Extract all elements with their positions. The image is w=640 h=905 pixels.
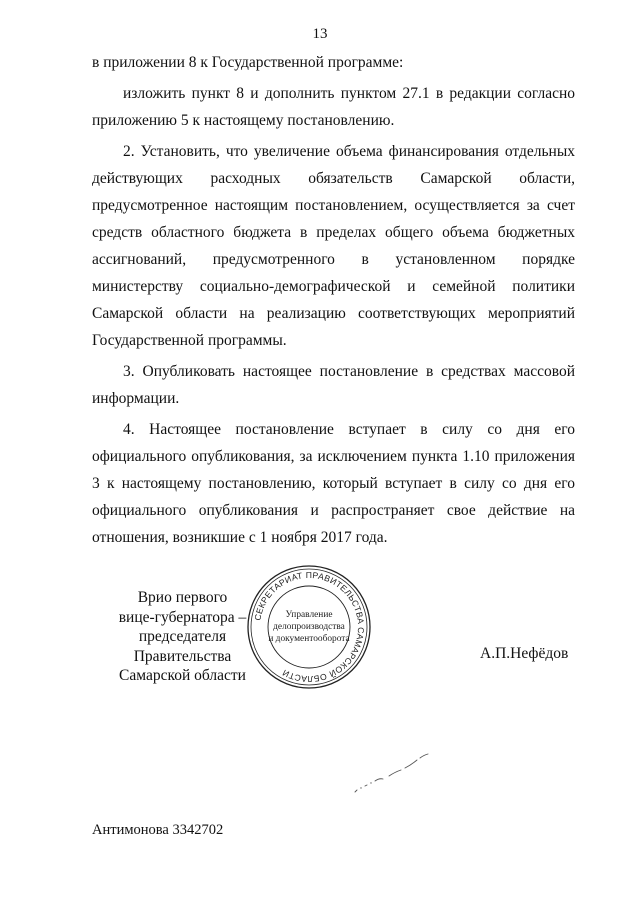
paragraph-item-amend: изложить пункт 8 и дополнить пунктом 27.1 в редакции согласно приложению 5 к настоящему постановлению. bbox=[92, 85, 575, 129]
signatory-title-line: председателя Правительства bbox=[133, 628, 232, 665]
seal-outer-text: СЕКРЕТАРИАТ ПРАВИТЕЛЬСТВА САМАРСКОЙ ОБЛАСТИ bbox=[252, 569, 367, 685]
executor-contact: Антимонова 3342702 bbox=[92, 822, 224, 838]
signatory-title bbox=[100, 588, 265, 686]
signer-name: А.П.Нефёдов bbox=[480, 645, 569, 662]
seal-inner-line: Управление bbox=[285, 610, 333, 620]
official-seal bbox=[245, 563, 373, 691]
seal-inner-line: делопроизводства bbox=[273, 622, 345, 632]
signatory-title-line: Самарской области bbox=[119, 667, 246, 684]
signatory-title-line: Врио первого bbox=[137, 589, 228, 606]
paragraph-4: 4. Настоящее постановление вступает в силу со дня его официального опубликования, за исключением пункта 1.10 приложения 3 к настоящему постановлению, который вступает в силу со дня его официального опубликования и распространяет свое действие на отношения, возникшие с 1 ноября 2017 года. bbox=[92, 421, 575, 546]
paragraph-2: 2. Установить, что увеличение объема финансирования отдельных действующих расходных обязательств Самарской области, предусмотренное настоящим постановлением, осуществляется за счет средств областного бюджета в пределах общего объема бюджетных ассигнований, предусмотренного в установленном порядке министерству социально-демографической и семейной политики Самарской области на реализацию соответствующих мероприятий Государственной программы. bbox=[92, 143, 575, 349]
page-number: 13 bbox=[312, 26, 328, 42]
signatory-title-line: вице-губернатора – bbox=[118, 608, 247, 626]
document-body bbox=[92, 49, 575, 555]
seal-icon bbox=[245, 563, 373, 691]
signature-icon bbox=[345, 748, 435, 798]
paragraph-3: 3. Опубликовать настоящее постановление в средствах массовой информации. bbox=[92, 363, 575, 407]
paragraph-intro: в приложении 8 к Государственной программе: bbox=[92, 54, 404, 71]
seal-inner-line: и документооборота bbox=[268, 634, 350, 644]
handwritten-signature bbox=[345, 748, 435, 798]
